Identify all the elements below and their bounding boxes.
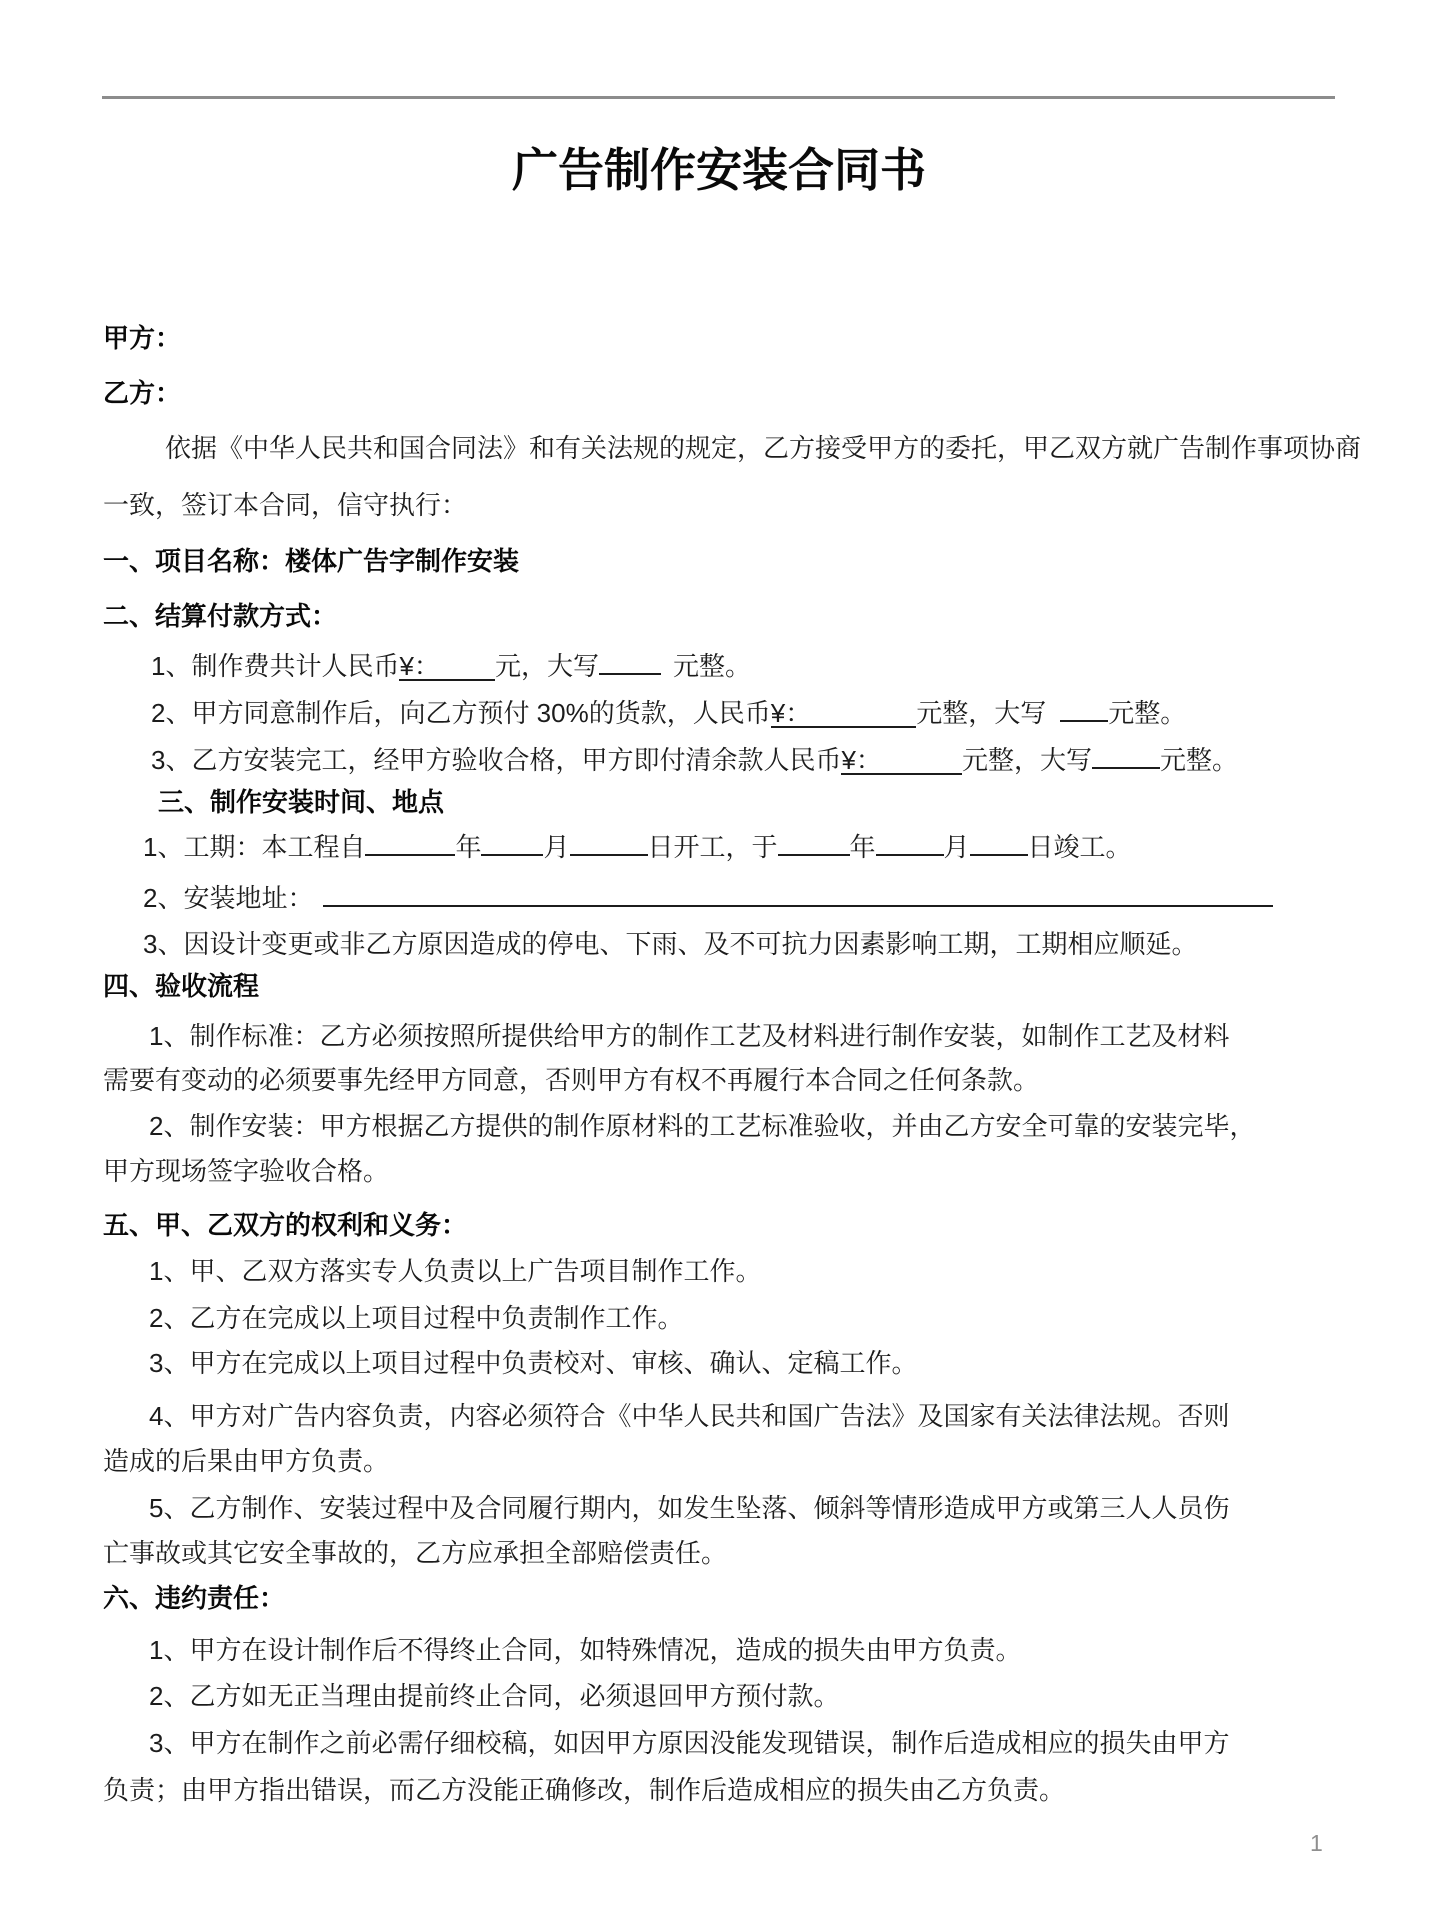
currency-label: ¥： [770, 698, 812, 728]
payment-item-3 [151, 741, 1335, 776]
amount-words-blank [599, 647, 661, 675]
section-4-heading: 四、验收流程 [103, 971, 260, 1001]
section-2-heading: 二、结算付款方式： [103, 601, 338, 631]
text-run: 1、工期：本工程自 [143, 832, 366, 862]
section-1-heading: 一、项目名称：楼体广告字制作安装 [103, 546, 520, 576]
rights-item-3: 3、甲方在完成以上项目过程中负责校对、审核、确认、定稿工作。 [149, 1348, 918, 1378]
breach-item-2: 2、乙方如无正当理由提前终止合同，必须退回甲方预付款。 [149, 1681, 840, 1711]
intro-line-2: 一致，签订本合同，信守执行： [103, 490, 468, 520]
text-run: 元，大写 [494, 651, 599, 681]
schedule-item-1 [143, 828, 1335, 863]
text-run: 年 [455, 832, 482, 862]
text-run: 日竣工。 [1027, 832, 1132, 862]
blank-space [440, 674, 495, 675]
rights-item-2: 2、乙方在完成以上项目过程中负责制作工作。 [149, 1303, 684, 1333]
party-a-label: 甲方： [103, 323, 182, 353]
text-run: 1、制作费共计人民币 [151, 651, 400, 681]
payment-item-1 [151, 647, 1335, 682]
year-blank [365, 828, 455, 856]
section-5-heading: 五、甲、乙双方的权利和义务： [103, 1210, 468, 1240]
acceptance-item-2-line-1: 2、制作安装：甲方根据乙方提供的制作原材料的工艺标准验收，并由乙方安全可靠的安装完毕， [149, 1111, 1256, 1141]
amount-words-blank [1060, 694, 1108, 722]
address-blank [323, 879, 1273, 907]
rights-item-4-line-2: 造成的后果由甲方负责。 [103, 1446, 390, 1476]
month-blank [876, 828, 944, 856]
text-run: 日开工，于 [647, 832, 778, 862]
text-run: 3、乙方安装完工，经甲方验收合格，甲方即付清余款人民币 [151, 745, 842, 775]
breach-item-1: 1、甲方在设计制作后不得终止合同，如特殊情况，造成的损失由甲方负责。 [149, 1635, 1022, 1665]
amount-figures-blank [771, 700, 916, 728]
text-run: 元整，大写 [916, 698, 1047, 728]
text-run: 元整。 [1108, 698, 1187, 728]
amount-figures-blank [399, 653, 494, 681]
acceptance-item-1-line-2: 需要有变动的必须要事先经甲方同意，否则甲方有权不再履行本合同之任何条款。 [103, 1065, 1040, 1095]
amount-figures-blank [841, 747, 961, 775]
intro-line-1: 依据《中华人民共和国合同法》和有关法规的规定，乙方接受甲方的委托，甲乙双方就广告制作事项协商 [165, 433, 1362, 463]
acceptance-item-1-line-1: 1、制作标准：乙方必须按照所提供给甲方的制作工艺及材料进行制作安装，如制作工艺及材料 [149, 1021, 1230, 1051]
section-3-heading: 三、制作安装时间、地点 [158, 787, 445, 817]
text-run: 月 [543, 832, 570, 862]
currency-label: ¥： [399, 651, 440, 681]
header-rule [102, 96, 1335, 99]
text-run: 月 [943, 832, 970, 862]
rights-item-1: 1、甲、乙双方落实专人负责以上广告项目制作工作。 [149, 1256, 762, 1286]
section-6-heading: 六、违约责任： [103, 1583, 286, 1613]
text-run: 2、安装地址： [143, 883, 314, 913]
amount-words-blank [1092, 741, 1160, 769]
blank-space [811, 721, 916, 722]
schedule-item-3: 3、因设计变更或非乙方原因造成的停电、下雨、及不可抗力因素影响工期，工期相应顺延。 [143, 929, 1198, 959]
breach-item-3-line-2: 负责；由甲方指出错误，而乙方没能正确修改，制作后造成相应的损失由乙方负责。 [103, 1775, 1066, 1805]
text-run: 年 [849, 832, 876, 862]
install-address-item [143, 879, 1335, 914]
rights-item-5-line-1: 5、乙方制作、安装过程中及合同履行期内，如发生坠落、倾斜等情形造成甲方或第三人人员伤 [149, 1493, 1230, 1523]
page-title: 广告制作安装合同书 [512, 144, 926, 196]
page-number: 1 [1310, 1830, 1323, 1856]
rights-item-4-line-1: 4、甲方对广告内容负责，内容必须符合《中华人民共和国广告法》及国家有关法律法规。否则 [149, 1401, 1230, 1431]
text-run: 元整。 [672, 651, 751, 681]
text-run: 2、甲方同意制作后，向乙方预付 30%的货款，人民币 [151, 698, 771, 728]
currency-label: ¥： [841, 745, 882, 775]
party-b-label: 乙方： [103, 378, 182, 408]
month-blank [481, 828, 543, 856]
breach-item-3-line-1: 3、甲方在制作之前必需仔细校稿，如因甲方原因没能发现错误，制作后造成相应的损失由甲方 [149, 1728, 1230, 1758]
payment-item-2 [151, 694, 1335, 729]
blank-space [882, 768, 962, 769]
day-blank [970, 828, 1028, 856]
day-blank [570, 828, 648, 856]
year-blank [778, 828, 850, 856]
acceptance-item-2-line-2: 甲方现场签字验收合格。 [103, 1156, 390, 1186]
text-run: 元整，大写 [961, 745, 1092, 775]
text-run: 元整。 [1159, 745, 1238, 775]
rights-item-5-line-2: 亡事故或其它安全事故的，乙方应承担全部赔偿责任。 [103, 1538, 728, 1568]
